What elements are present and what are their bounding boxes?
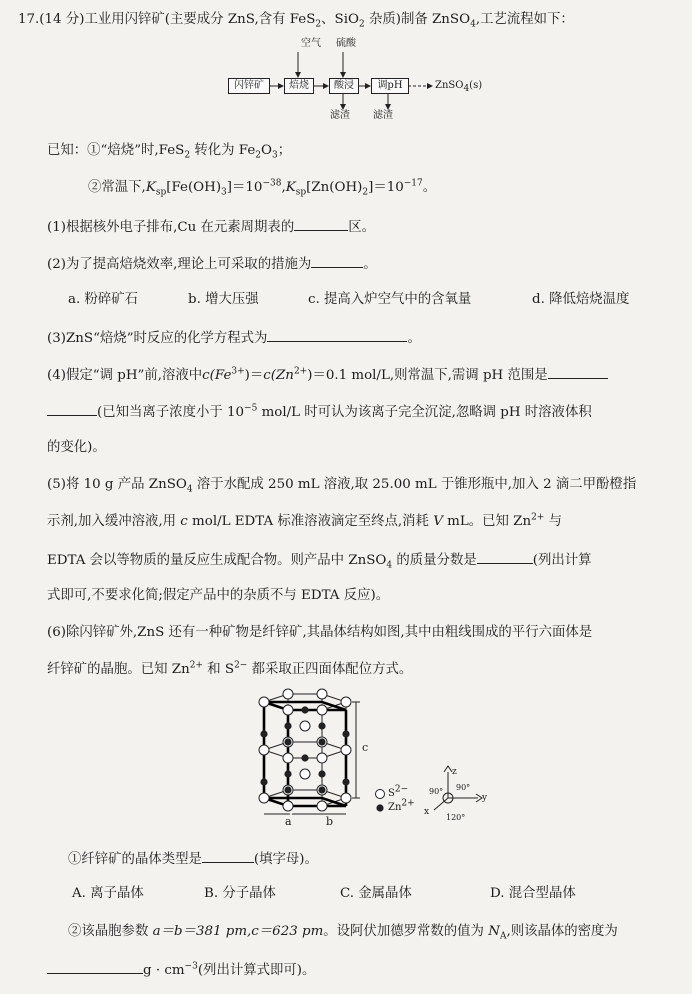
question-score: (14 分): [39, 12, 85, 27]
angle-label-3: 120°: [446, 813, 466, 822]
known-1: 已知：①“焙烧”时,FeS$_2$ 转化为 $Fe_2O_3$；: [47, 143, 292, 161]
question-6-line-1: (6)除闪锌矿外,ZnS 还有一种矿物是纤锌矿,其晶体结构如图,其中由粗线围成的平行六面体是: [47, 625, 593, 640]
question-6-options: [72, 884, 576, 904]
crystal-structure-drawing: [230, 688, 500, 828]
angle-label-1: 90°: [429, 787, 444, 796]
question-4-line-1: (4)假定“调 pH”前,溶液中$c(Fe^{3+})=c(Zn^{2+})=0.1$ mol/L,则常温下,需调 pH 范围是: [47, 364, 608, 386]
answer-blank-1[interactable]: [294, 216, 348, 231]
angle-label-2: 90°: [456, 783, 471, 792]
residue-1-label: 滤渣: [330, 110, 350, 121]
answer-blank-5[interactable]: [477, 549, 533, 564]
answer-blank-6-1[interactable]: [202, 848, 254, 863]
option-2a: a. 粉碎矿石: [68, 292, 139, 307]
answer-blank-4-cont[interactable]: [47, 401, 97, 416]
answer-blank-3[interactable]: [267, 327, 407, 342]
question-3: (3)ZnS“焙烧”时反应的化学方程式为 。: [47, 327, 421, 349]
question-heading: 17.(14 分)工业用闪锌矿(主要成分 ZnS,含有 FeS$_2$、SiO$_2$ 杂质)制备 ZnSO$_4$,工艺流程如下：: [18, 12, 574, 30]
product-label: ZnSO$_4$(s): [435, 80, 483, 94]
axis-y-label: y: [482, 793, 488, 803]
known-2: ②常温下$,K_{sp}[Fe(OH)_3]=10^{-38},K_{sp}[Zn(OH)_2]=10^{-17}$。: [88, 178, 437, 198]
question-4-line-3: 的变化)。: [47, 440, 106, 455]
air-label: 空气: [301, 38, 321, 49]
option-2d: d. 降低焙烧温度: [532, 292, 630, 307]
flowchart-arrows: [0, 0, 692, 130]
question-4-line-2: (已知当离子浓度小于 $10^{-5}$ mol/L 时可认为该离子完全沉淀,忽略调 pH 时溶液体积: [47, 401, 592, 423]
axis-x-label: x: [424, 807, 430, 817]
question-6-sub-2: ②该晶胞参数 a＝b＝381 pm,c＝623 pm。设阿伏加德罗常数的值为 $N_A$,则该晶体的密度为: [68, 924, 618, 942]
option-6d: D. 混合型晶体: [490, 886, 576, 901]
crystal-legend-markers: [376, 790, 385, 812]
wurtzite-crystal-figure: [230, 688, 500, 828]
option-2c: c. 提高入炉空气中的含氧量: [308, 292, 472, 307]
legend-zn-label: $Zn^{2+}$: [388, 798, 415, 813]
question-6-line-2: 纤锌矿的晶胞。已知 $Zn^{2+}$ 和 $S^{2-}$ 都采取正四面体配位方式。: [47, 660, 413, 677]
lattice-a-label: a: [285, 815, 292, 828]
option-2b: b. 增大压强: [188, 292, 259, 307]
question-6-sub-1: ①纤锌矿的晶体类型是 (填字母)。: [68, 848, 318, 870]
acid-leach-box: 酸浸: [329, 78, 359, 94]
question-6-sub-2-answer: $g \cdot cm^{-3}$(列出计算式即可)。: [47, 959, 315, 981]
axis-z-label: z: [452, 767, 457, 777]
option-6b: B. 分子晶体: [204, 886, 276, 901]
answer-blank-2[interactable]: [311, 253, 363, 268]
roast-box: 焙烧: [284, 78, 314, 94]
sulfuric-acid-label: 硫酸: [336, 38, 356, 49]
lattice-b-label: b: [326, 815, 334, 828]
lattice-c-label: c: [362, 741, 369, 754]
option-6c: C. 金属晶体: [340, 886, 412, 901]
process-flowchart: [0, 0, 692, 130]
question-1: (1)根据核外电子排布,Cu 在元素周期表的 区。: [47, 216, 375, 238]
question-5-line-2: 示剂,加入缓冲溶液,用 c mol/L EDTA 标准溶液滴定至终点,消耗 V mL。已知 $Zn^{2+}$ 与: [47, 512, 563, 529]
adjust-ph-box: 调pH: [371, 78, 409, 94]
option-6a: A. 离子晶体: [72, 886, 144, 901]
legend-s-label: $S^{2-}$: [388, 784, 409, 799]
residue-2-label: 滤渣: [373, 110, 393, 121]
question-2: (2)为了提高焙烧效率,理论上可采取的措施为 。: [47, 253, 377, 275]
answer-blank-6-2[interactable]: [47, 959, 143, 974]
ore-box: 闪锌矿: [228, 78, 270, 94]
question-number: 17.: [18, 12, 40, 27]
question-5-line-3: EDTA 会以等物质的量反应生成配合物。则产品中 ZnSO$_4$ 的质量分数是 (列出计算: [47, 549, 592, 571]
question-2-options: [68, 290, 629, 310]
question-5-line-1: (5)将 10 g 产品 ZnSO$_4$ 溶于水配成 250 mL 溶液,取 25.00 mL 于锥形瓶中,加入 2 滴二甲酚橙指: [47, 477, 637, 495]
answer-blank-4[interactable]: [548, 364, 608, 379]
question-5-line-4: 式即可,不要求化简;假定产品中的杂质不与 EDTA 反应)。: [47, 588, 390, 603]
